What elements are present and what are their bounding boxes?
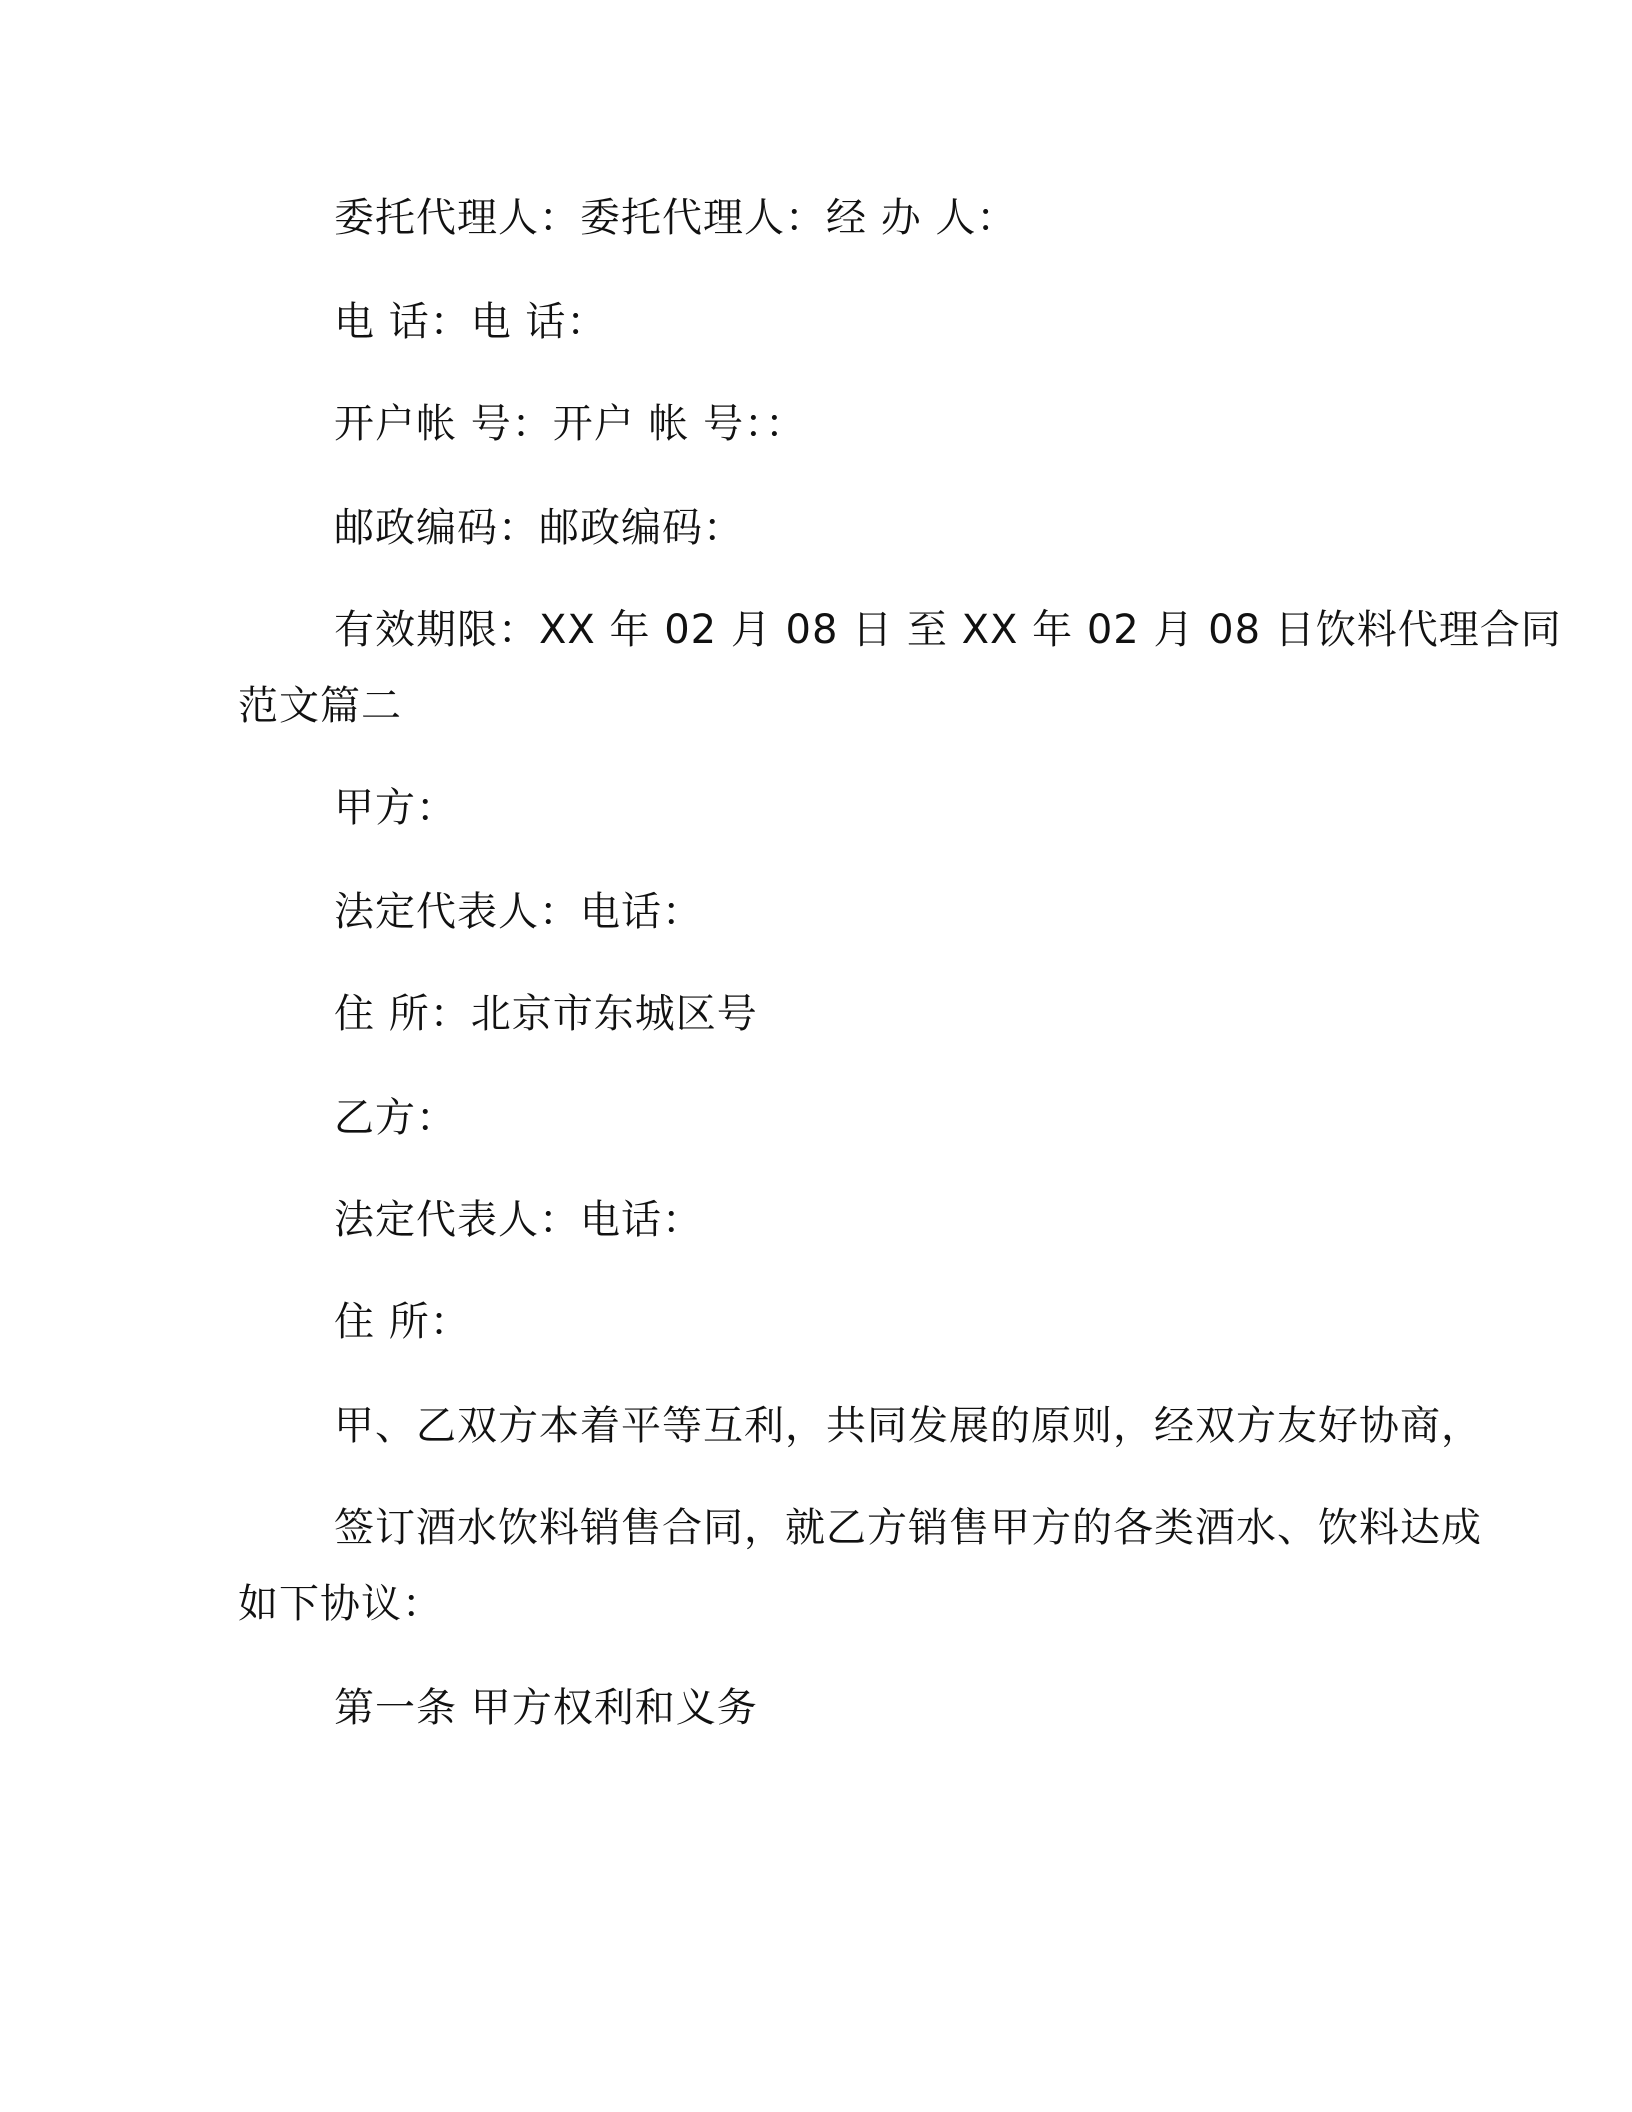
- party-b-line: 乙方：: [334, 1095, 457, 1141]
- party-a-address-line: 住 所：北京市东城区号: [334, 991, 758, 1037]
- postcode-line: 邮政编码：邮政编码：: [334, 505, 744, 551]
- party-a-representative-line: 法定代表人：电话：: [334, 889, 703, 935]
- agent-line: 委托代理人：委托代理人：经 办 人：: [334, 195, 1018, 241]
- agreement-purpose-line: 签订酒水饮料销售合同，就乙方销售甲方的各类酒水、饮料达成: [334, 1505, 1482, 1551]
- account-line: 开户帐 号：开户 帐 号：：: [334, 401, 807, 447]
- party-b-representative-line: 法定代表人：电话：: [334, 1197, 703, 1243]
- agreement-purpose-continuation: 如下协议：: [238, 1581, 443, 1627]
- validity-line: 有效期限：XX 年 02 月 08 日 至 XX 年 02 月 08 日饮料代理合同: [334, 607, 1562, 653]
- section-title: 范文篇二: [238, 683, 402, 729]
- agreement-intro-line: 甲、乙双方本着平等互利，共同发展的原则，经双方友好协商，: [334, 1403, 1482, 1449]
- party-b-address-line: 住 所：: [334, 1299, 471, 1345]
- party-a-line: 甲方：: [334, 785, 457, 831]
- phone-line: 电 话：电 话：: [334, 299, 608, 345]
- article-one-heading: 第一条 甲方权利和义务: [334, 1685, 758, 1731]
